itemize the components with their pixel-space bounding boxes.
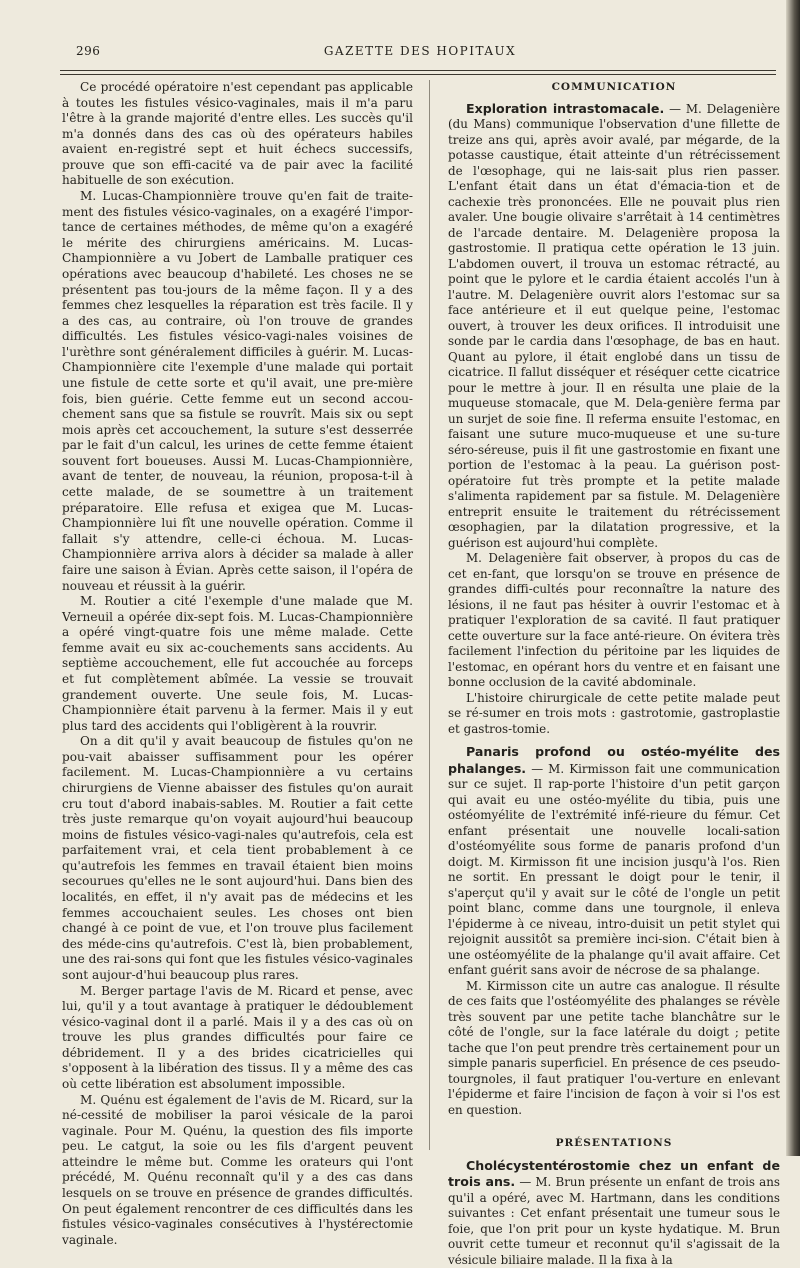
paragraph: M. Delagenière fait observer, à propos du cas de cet en-fant, que lorsqu'on se trouve en présence de grandes diffi-cultés pour reconnaître la nature des lésions, il ne faut pas hésiter à ouvrir l'estomac et à pratiquer l'exploration de sa cavité. Il faut pratiquer cette ouverture sur la face anté-rieure. On évitera très facilement l'infection du péritoine par les liquides de l'estomac, en opérant hors du ventre et en faisant une bonne occlusion de la cavité abdominale. xyxy=(448,551,780,691)
page-number: 296 xyxy=(76,44,100,58)
journal-title: GAZETTE DES HOPITAUX xyxy=(60,44,780,58)
header-rule-bottom xyxy=(60,74,776,75)
article-text: — M. Delagenière (du Mans) communique l'observation d'une fillette de treize ans qui, après avoir avalé, par mégarde, de la potasse caustique, était atteinte d'un rétrécissement de l'œsophage, qui ne lais-sait plus rien passer. L'enfant était dans un état d'émacia-tion et de cachexie très prononcées. Elle ne pouvait plus rien avaler. Une bougie olivaire s'arrêtait à 14 centimètres de l'arcade dentaire. M. Delagenière proposa la gastrostomie. Il pratiqua cette opération le 13 juin. L'abdomen ouvert, il trouva un estomac rétracté, au point que le pylore et le cardia étaient accolés l'un à l'autre. M. Delagenière ouvrit alors l'estomac sur sa face antérieure et il eut quelque peine, l'estomac ouvert, à trouver les deux orifices. Il introduisit une sonde par le cardia dans l'œsophage, de bas en haut. Quant au pylore, il était englobé dans un tissu de cicatrice. Il fallut disséquer et réséquer cette cicatrice pour le mettre à jour. Il en résulta une plaie de la muqueuse stomacale, que M. Dela-genière ferma par un surjet de soie fine. Il referma ensuite l'estomac, en faisant une suture muco-muqueuse et une su-ture séro-séreuse, puis il fit une gastrostomie en fixant une portion de l'estomac à la peau. La guérison post-opératoire fut très prompte et la petite malade s'alimenta rapidement par sa fistule. M. Delagenière entreprit ensuite le traitement du rétrécissement œsophagien, par la dilatation progressive, et la guérison est aujourd'hui complète. xyxy=(448,102,780,550)
paragraph: L'histoire chirurgicale de cette petite malade peut se ré-sumer en trois mots : gastrotomie, gastroplastie et gastros-tomie. xyxy=(448,691,780,738)
paragraph: M. Lucas-Championnière trouve qu'en fait de traite-ment des fistules vésico-vaginales, on a exagéré l'impor-tance de certaines méthodes, de même qu'on a exagéré le mérite des chirurgiens américains. M. Lucas-Championnière a vu Jobert de Lamballe pratiquer ces opérations avec beaucoup d'habileté. Les choses ne se présentent pas tou-jours de la même façon. Il y a des femmes chez lesquelles la réparation est très facile. Il y a des cas, au contraire, où l'on trouve de grandes difficultés. Les fistules vésico-vagi-nales voisines de l'urèthre sont généralement difficiles à guérir. M. Lucas-Championnière cite l'exemple d'une malade qui portait une fistule de cette sorte et qu'il avait, une pre-mière fois, bien guérie. Cette femme eut un second accou-chement sans que sa fistule se rouvrît. Mais six ou sept mois après cet accouchement, la suture s'est desserrée par le fait d'un calcul, les urines de cette femme étaient souvent fort boueuses. Aussi M. Lucas-Championnière, avant de tenter, de nouveau, la réunion, proposa-t-il à cette malade, de se soumettre à un traitement préparatoire. Elle refusa et exigea que M. Lucas-Championnière lui fît une nouvelle opération. Comme il fallait s'y attendre, celle-ci échoua. M. Lucas-Championnière arriva alors à décider sa malade à aller faire une saison à Évian. Après cette saison, il l'opéra de nouveau et réussit à la guérir. xyxy=(62,189,413,594)
paragraph: M. Berger partage l'avis de M. Ricard et pense, avec lui, qu'il y a tout avantage à pratiquer le dédoublement vésico-vaginal dont il a parlé. Mais il y a des cas où on trouve les plus grandes difficultés pour faire ce débridement. Il y a des brides cicatricielles qui s'opposent à la libération des tissus. Il y a même des cas où cette libération est absolument impossible. xyxy=(62,984,413,1093)
article-text: — M. Kirmisson fait une communication sur ce sujet. Il rap-porte l'histoire d'un petit garçon qui avait eu une ostéo-myélite du tibia, puis une ostéomyélite de l'extrémité infé-rieure du fémur. Cet enfant présentait une nouvelle locali-sation d'ostéomyélite sous forme de panaris profond d'un doigt. M. Kirmisson fit une incision jusqu'à l'os. Rien ne sortit. En pressant le doigt pour le tenir, il s'aperçut qu'il y avait sur le côté de l'ongle un petit point blanc, comme dans une tourgnole, il enleva l'épiderme à ce niveau, intro-duisit un petit stylet qui rejoignit aussitôt sa première inci-sion. C'était bien à une ostéomyélite de la phalange qu'il avait affaire. Cet enfant guérit sans avoir de nécrose de sa phalange. xyxy=(448,762,780,978)
left-column xyxy=(62,80,413,1248)
section-heading-presentations: PRÉSENTATIONS xyxy=(448,1136,780,1152)
paragraph: Ce procédé opératoire n'est cependant pas applicable à toutes les fistules vésico-vaginales, mais il m'a paru l'être à la grande majorité d'entre elles. Les succès qu'il m'a donnés dans des cas où des opérateurs habiles avaient en-registré sept et huit échecs successifs, prouve que son effi-cacité va de pair avec la facilité habituelle de son exécution. xyxy=(62,80,413,189)
section-heading-communication: COMMUNICATION xyxy=(448,80,780,96)
article-paragraph xyxy=(448,101,780,552)
column-divider xyxy=(429,80,430,1150)
page-binding-edge xyxy=(786,0,800,1156)
article-title: Panaris profond ou ostéo-myélite des phalanges. xyxy=(448,744,780,776)
article-title: Cholécystentérostomie chez un enfant de trois ans. xyxy=(448,1158,780,1190)
page-header xyxy=(60,44,780,64)
article-paragraph xyxy=(448,744,780,979)
paragraph: M. Quénu est également de l'avis de M. Ricard, sur la né-cessité de mobiliser la paroi vésicale de la paroi vaginale. Pour M. Quénu, la question des fils importe peu. Le catgut, la soie ou les fils d'argent peuvent atteindre le même but. Comme les orateurs qui l'ont précédé, M. Quénu reconnaît qu'il y a des cas dans lesquels on se trouve en présence de grandes difficultés. On peut également rencontrer de ces difficultés dans les fistules vésico-vaginales consécutives à l'hystérectomie vaginale. xyxy=(62,1093,413,1249)
header-rule-top xyxy=(60,70,776,71)
article-title: Exploration intrastomacale. xyxy=(466,101,664,116)
paragraph: M. Routier a cité l'exemple d'une malade que M. Verneuil a opérée dix-sept fois. M. Lucas-Championnière a opéré vingt-quatre fois une même malade. Cette femme avait eu six ac-couchements sans accidents. Au septième accouchement, elle fut accouchée au forceps et fut complètement abîmée. La vessie se trouvait grandement ouverte. Une seule fois, M. Lucas-Championnière était parvenu à la fermer. Mais il y eut plus tard des accidents qui l'obligèrent à la rouvrir. xyxy=(62,594,413,734)
right-column xyxy=(448,80,780,1268)
article-text: — M. Brun présente un enfant de trois ans qu'il a opéré, avec M. Hartmann, dans les conditions suivantes : Cet enfant présentait une tumeur sous le foie, que l'on prit pour un kyste hydatique. M. Brun ouvrit cette tumeur et reconnut qu'il s'agissait de la vésicule biliaire malade. Il la fixa à la xyxy=(448,1175,780,1267)
article-paragraph xyxy=(448,1158,780,1268)
paragraph: On a dit qu'il y avait beaucoup de fistules qu'on ne pou-vait abaisser suffisamment pour les opérer facilement. M. Lucas-Championnière a vu certains chirurgiens de Vienne abaisser des fistules qu'on aurait cru tout d'abord inabais-sables. M. Routier a fait cette très juste remarque qu'on voyait aujourd'hui beaucoup moins de fistules vésico-vagi-nales qu'autrefois, cela est parfaitement vrai, et cela tient probablement à ce qu'autrefois les femmes en travail étaient bien moins secourues qu'elles ne le sont aujourd'hui. Dans bien des localités, en effet, il n'y avait pas de médecins et les femmes accouchaient seules. Les choses ont bien changé à ce point de vue, et l'on trouve plus facilement des méde-cins qu'autrefois. C'est là, bien probablement, une des rai-sons qui font que les fistules vésico-vaginales sont aujour-d'hui beaucoup plus rares. xyxy=(62,734,413,983)
paragraph: M. Kirmisson cite un autre cas analogue. Il résulte de ces faits que l'ostéomyélite des phalanges se révèle très souvent par une petite tache blanchâtre sur le côté de l'ongle, sur la face latérale du doigt ; petite tache que l'on peut prendre très certainement pour un simple panaris superficiel. En présence de ces pseudo-tourgnoles, il faut pratiquer l'ou-verture en enlevant l'épiderme et faire l'incision de façon à voir si l'os est en question. xyxy=(448,979,780,1119)
